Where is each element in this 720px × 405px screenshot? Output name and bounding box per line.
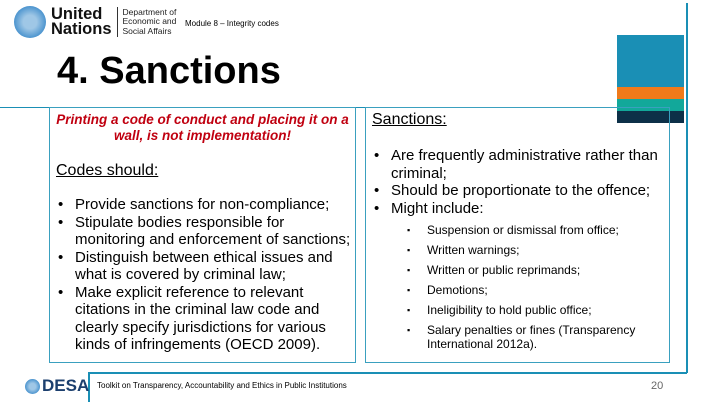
sub-item: ▪ Salary penalties or fines (Transparency International 2012a).: [427, 323, 659, 351]
sub-item: ▪ Suspension or dismissal from office;: [427, 223, 659, 237]
page-number: 20: [651, 380, 664, 392]
dept-name: Department of: [122, 6, 177, 17]
sanctions-heading: Sanctions:: [372, 111, 447, 128]
list-item: • Distinguish between ethical issues and what is covered by criminal law;: [75, 249, 355, 284]
sub-item: ▪ Ineligibility to hold public office;: [427, 303, 659, 317]
sanctions-panel: [365, 107, 670, 363]
org-name: United: [51, 5, 103, 23]
list-item: • Make explicit reference to relevant citations in the criminal law code and clearly specify jurisdictions for various kinds of infringements (OECD 2009).: [75, 284, 355, 354]
list-item: • Should be proportionate to the offence;: [391, 182, 659, 200]
sub-item: ▪ Written or public reprimands;: [427, 263, 659, 277]
dept-name: Economic and: [122, 16, 177, 27]
desa-text: DESA: [42, 376, 90, 395]
sub-item: ▪ Written warnings;: [427, 243, 659, 257]
divider: [88, 372, 687, 374]
sub-item: ▪ Demotions;: [427, 283, 659, 297]
codes-panel: [49, 107, 356, 363]
decor-block-orange: [617, 87, 684, 99]
slide-title: 4. Sanctions: [57, 50, 281, 92]
codes-heading: Codes should:: [56, 162, 159, 179]
list-item: • Stipulate bodies responsible for monitoring and enforcement of sanctions;: [75, 214, 355, 249]
un-logo: [14, 6, 176, 38]
warning-text: Printing a code of conduct and placing it on a wall, is not implementation!: [56, 112, 349, 143]
un-emblem-icon: [25, 379, 40, 394]
list-item: • Are frequently administrative rather than criminal;: [391, 147, 659, 182]
module-label: Module 8 – Integrity codes: [185, 19, 279, 28]
decor-block-blue: [617, 35, 684, 87]
org-name: Nations: [51, 20, 112, 38]
divider: [686, 3, 688, 373]
list-item: • Provide sanctions for non-compliance;: [75, 196, 355, 214]
desa-logo: [25, 376, 89, 396]
dept-name: Social Affairs: [122, 25, 172, 36]
un-emblem-icon: [14, 6, 46, 38]
footer-text: Toolkit on Transparency, Accountability and Ethics in Public Institutions: [97, 381, 347, 390]
list-item: • Might include:: [391, 200, 659, 218]
